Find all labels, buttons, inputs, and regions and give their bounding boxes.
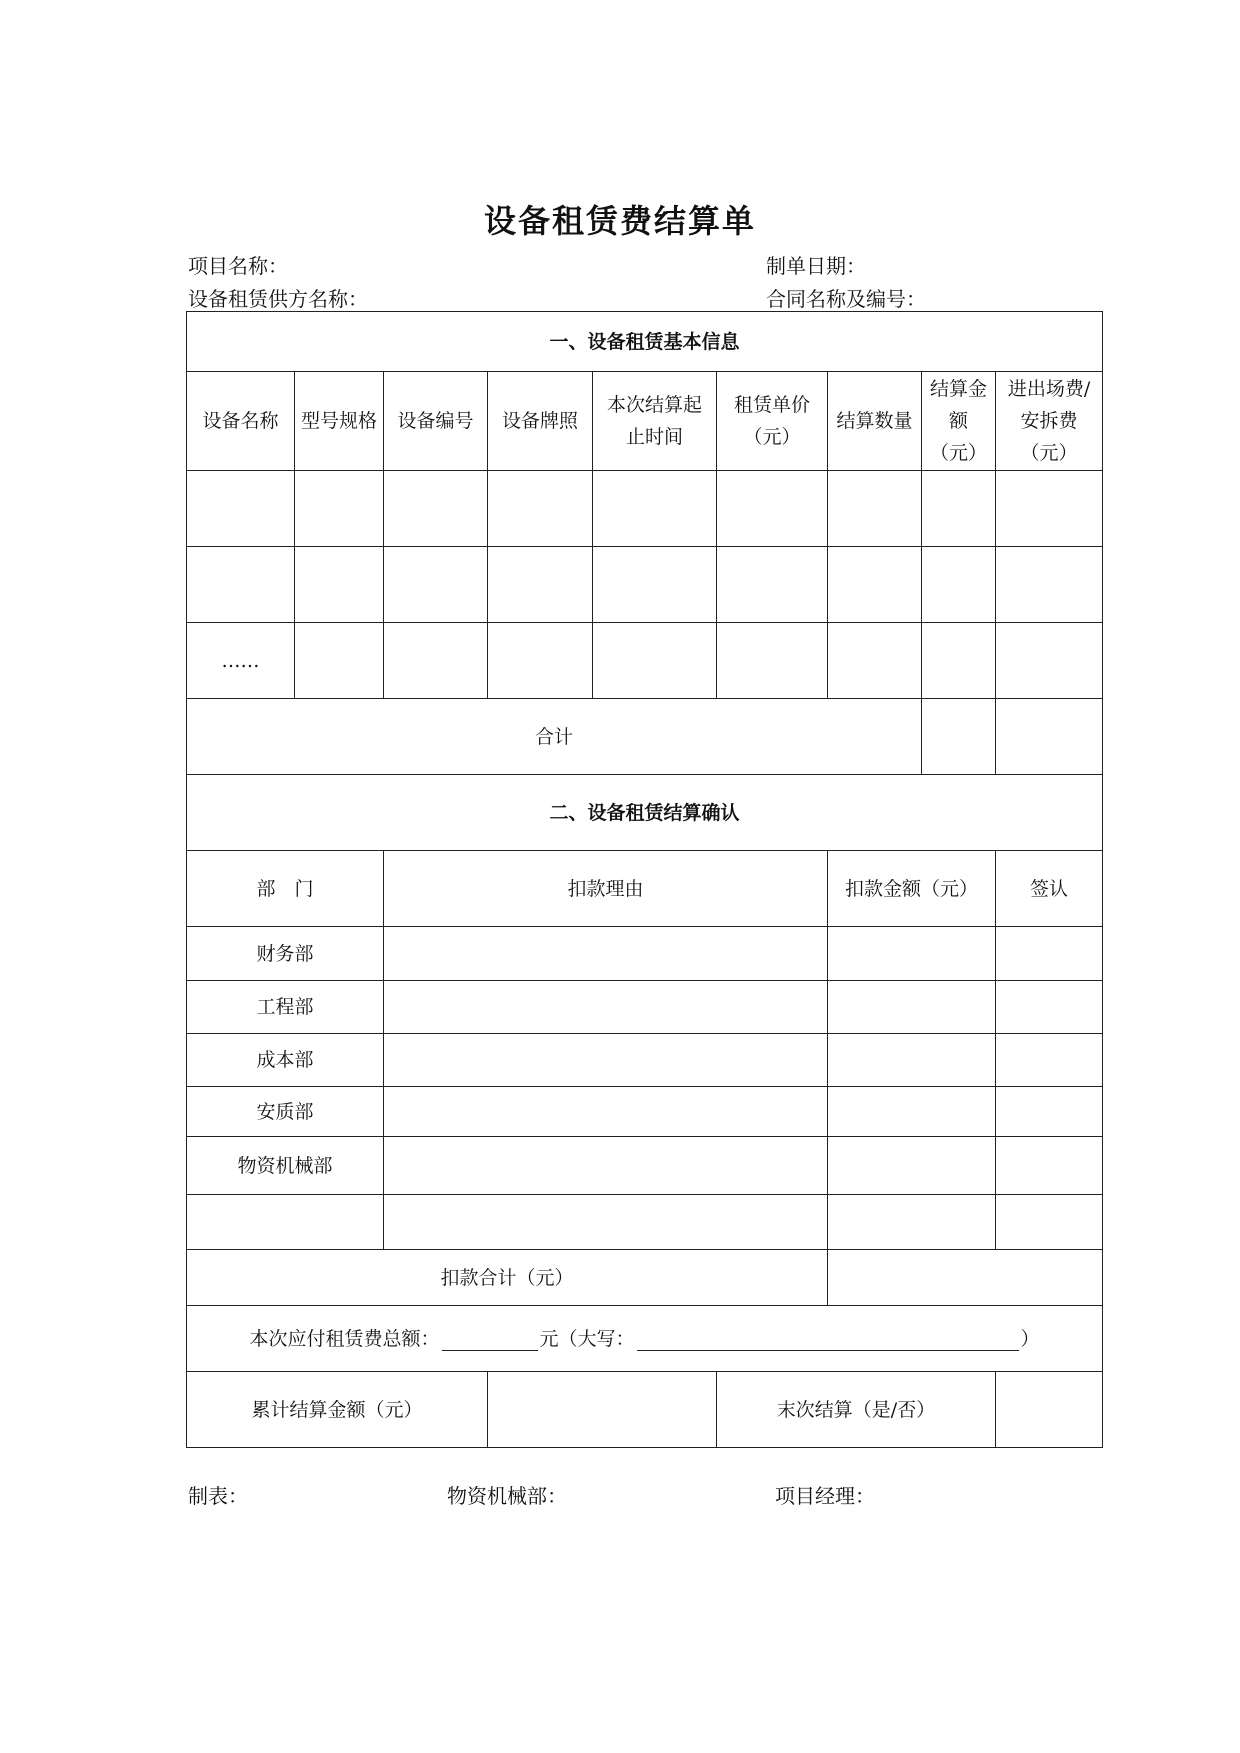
dept-name: 安质部: [187, 1087, 384, 1137]
final-label: 末次结算（是/否）: [717, 1372, 996, 1448]
reason-cell[interactable]: [384, 981, 828, 1034]
reason-cell[interactable]: [384, 1195, 828, 1250]
cell[interactable]: [996, 471, 1103, 547]
dept-row: [187, 1034, 1103, 1087]
equipment-col-header: [996, 372, 1103, 471]
amount-cell[interactable]: [828, 1034, 996, 1087]
header-line: 设备牌照: [501, 410, 578, 432]
payable-suffix: ）: [1020, 1327, 1040, 1350]
cumulative-value-cell[interactable]: [488, 1372, 717, 1448]
dept-name: 财务部: [187, 927, 384, 981]
amount-cell[interactable]: [828, 1137, 996, 1195]
header-line: 型号规格: [300, 410, 377, 432]
payable-row: [187, 1306, 1103, 1372]
header-line: 设备编号: [397, 410, 474, 432]
dept-row: [187, 981, 1103, 1034]
dept-name: 工程部: [187, 981, 384, 1034]
section2-heading: 二、设备租赁结算确认: [187, 775, 1103, 851]
dept-row: [187, 1087, 1103, 1137]
cell[interactable]: [828, 623, 922, 699]
footer-manager: 项目经理：: [775, 1484, 875, 1508]
cell[interactable]: [384, 623, 488, 699]
total-fee-cell[interactable]: [996, 699, 1103, 775]
sign-cell[interactable]: [996, 1034, 1103, 1087]
header-line: 租赁单价: [733, 394, 810, 416]
equipment-col-header: [593, 372, 717, 471]
cell[interactable]: [384, 471, 488, 547]
date-label: 制单日期：: [766, 254, 866, 278]
reason-cell[interactable]: [384, 1034, 828, 1087]
sign-cell[interactable]: [996, 981, 1103, 1034]
cell[interactable]: [717, 547, 828, 623]
header-line: 安拆费: [1020, 410, 1078, 432]
table-row: [187, 547, 1103, 623]
reason-cell[interactable]: [384, 1087, 828, 1137]
confirm-header-row: [187, 851, 1103, 927]
cell[interactable]: [593, 471, 717, 547]
reason-cell[interactable]: [384, 1137, 828, 1195]
col-amount: 扣款金额（元）: [828, 851, 996, 927]
equipment-col-header: [384, 372, 488, 471]
supplier-label: 设备租赁供方名称：: [188, 287, 368, 311]
total-amount-cell[interactable]: [922, 699, 996, 775]
amount-cell[interactable]: [828, 927, 996, 981]
amount-cell[interactable]: [828, 981, 996, 1034]
cell[interactable]: [996, 547, 1103, 623]
payable-words-blank[interactable]: [637, 1328, 1019, 1351]
equipment-col-header: [922, 372, 996, 471]
cell[interactable]: [295, 471, 384, 547]
header-line: （元）: [743, 426, 801, 448]
dept-row: [187, 927, 1103, 981]
document-title: 设备租赁费结算单: [483, 202, 756, 240]
equipment-col-header: [187, 372, 295, 471]
ellipsis-cell: ……: [187, 623, 295, 699]
header-line: 本次结算起: [606, 394, 702, 416]
cell[interactable]: [593, 623, 717, 699]
col-sign: 签认: [996, 851, 1103, 927]
header-line: （元）: [929, 442, 987, 464]
cell[interactable]: [593, 547, 717, 623]
cell[interactable]: [488, 471, 593, 547]
cell[interactable]: [922, 623, 996, 699]
footer-maker: 制表：: [188, 1484, 248, 1508]
contract-label: 合同名称及编号：: [766, 287, 926, 311]
total-label: 合计: [187, 699, 922, 775]
payable-prefix: 本次应付租赁费总额：: [249, 1327, 440, 1350]
amount-cell[interactable]: [828, 1195, 996, 1250]
header-line: 结算数量: [836, 410, 913, 432]
dept-name: 物资机械部: [187, 1137, 384, 1195]
settlement-table: [186, 311, 1103, 1448]
cell[interactable]: [996, 623, 1103, 699]
header-line: （元）: [1020, 442, 1078, 464]
cell[interactable]: [295, 547, 384, 623]
equipment-col-header: [295, 372, 384, 471]
cell[interactable]: [828, 547, 922, 623]
cell[interactable]: [384, 547, 488, 623]
payable-cell: [187, 1306, 1103, 1372]
cell[interactable]: [187, 471, 295, 547]
table-row: [187, 623, 1103, 699]
dept-row: [187, 1137, 1103, 1195]
deduct-total-cell[interactable]: [828, 1250, 1103, 1306]
equipment-col-header: [828, 372, 922, 471]
sign-cell[interactable]: [996, 1137, 1103, 1195]
cell[interactable]: [488, 623, 593, 699]
cumulative-label: 累计结算金额（元）: [187, 1372, 488, 1448]
section1-heading: 一、设备租赁基本信息: [187, 312, 1103, 372]
cell[interactable]: [295, 623, 384, 699]
deduct-total-row: [187, 1250, 1103, 1306]
total-row: [187, 699, 1103, 775]
header-line: 额: [948, 410, 968, 432]
dept-row: [187, 1195, 1103, 1250]
header-line: 结算金: [929, 378, 987, 400]
sign-cell[interactable]: [996, 927, 1103, 981]
cell[interactable]: [717, 623, 828, 699]
header-line: 进出场费/: [1007, 378, 1091, 400]
dept-name: 成本部: [187, 1034, 384, 1087]
cell[interactable]: [717, 471, 828, 547]
deduct-total-label: 扣款合计（元）: [187, 1250, 828, 1306]
amount-cell[interactable]: [828, 1087, 996, 1137]
cumulative-row: [187, 1372, 1103, 1448]
cell[interactable]: [922, 547, 996, 623]
payable-mid: 元（大写：: [539, 1327, 635, 1350]
cell[interactable]: [488, 547, 593, 623]
cell[interactable]: [187, 547, 295, 623]
reason-cell[interactable]: [384, 927, 828, 981]
payable-amount-blank[interactable]: [442, 1328, 538, 1351]
project-name-label: 项目名称：: [188, 254, 288, 278]
header-line: 止时间: [625, 426, 683, 448]
table-row: [187, 471, 1103, 547]
cell[interactable]: [828, 471, 922, 547]
final-value-cell[interactable]: [996, 1372, 1103, 1448]
header-line: 设备名称: [202, 410, 279, 432]
equipment-header-row: [187, 372, 1103, 471]
sign-cell[interactable]: [996, 1195, 1103, 1250]
sign-cell[interactable]: [996, 1087, 1103, 1137]
col-reason: 扣款理由: [384, 851, 828, 927]
equipment-col-header: [717, 372, 828, 471]
footer-materials: 物资机械部：: [447, 1484, 567, 1508]
cell[interactable]: [922, 471, 996, 547]
equipment-col-header: [488, 372, 593, 471]
col-dept: 部 门: [187, 851, 384, 927]
dept-name[interactable]: [187, 1195, 384, 1250]
